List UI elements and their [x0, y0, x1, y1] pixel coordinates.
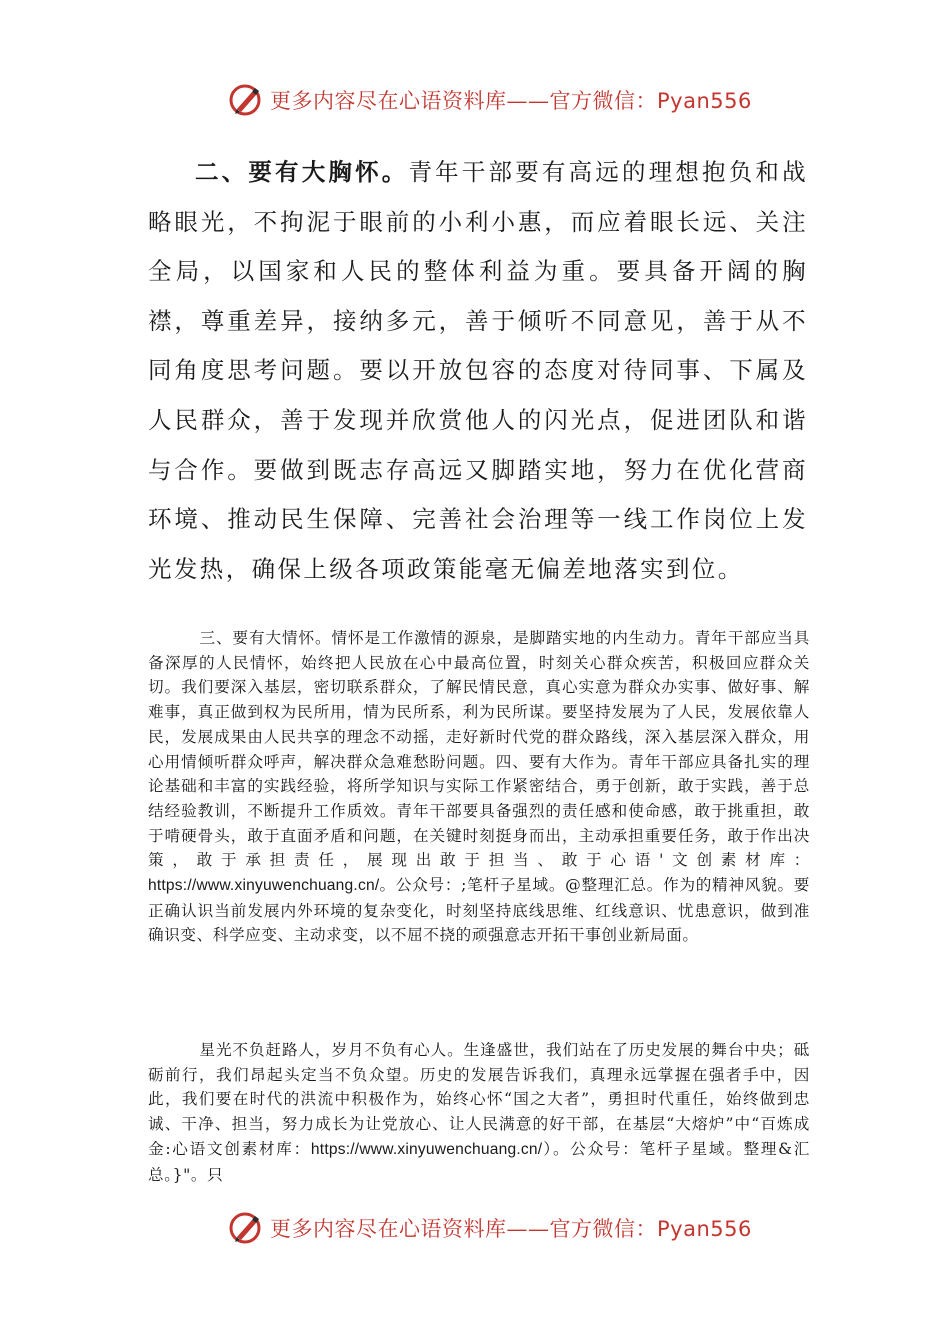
banner-separator: —— — [506, 1217, 550, 1241]
section-two — [148, 148, 808, 594]
section-four-text-2: ）。公众号：笔杆子星域。整理&汇总。}"。只 — [148, 1139, 810, 1184]
pen-logo-icon — [228, 82, 264, 118]
section-four-text-1: 星光不负赶路人，岁月不负有心人。生逢盛世，我们站在了历史发展的舞台中央；砥砺前行，我们昂起头定当不负众望。历史的发展告诉我们，真理永远掌握在强者手中，因此，我们要在时代的洪流中积极作为，始终心怀“国之大者”，勇担时代重任，始终做到忠诚、干净、担当，努力成长为让党放心、让人民满意的好干部，在基层“大熔炉”中“百炼成金:心语文创素材库： — [148, 1041, 810, 1158]
banner-separator: —— — [506, 89, 550, 113]
footer-banner — [228, 1208, 752, 1248]
section-three — [148, 626, 810, 948]
section-three-text-1: 三、要有大情怀。情怀是工作激情的源泉，是脚踏实地的内生动力。青年干部应当具备深厚的人民情怀，始终把人民放在心中最高位置，时刻关心群众疾苦，积极回应群众关切。我们要深入基层，密切联系群众，了解民情民意，真心实意为群众办实事、做好事、解难事，真正做到权为民所用，情为民所系，利为民所谋。要坚持发展为了人民，发展依靠人民，发展成果由人民共享的理念不动摇，走好新时代党的群众路线，深入基层深入群众，用心用情倾听群众呼声，解决群众急难愁盼问题。四、要有大作为。青年干部应具备扎实的理论基础和丰富的实践经验，将所学知识与实际工作紧密结合，勇于创新，敢于实践，善于总结经验教训，不断提升工作质效。青年干部要具备强烈的责任感和使命感，敢于挑重担，敢于啃硬骨头，敢于直面矛盾和问题，在关键时刻挺身而出，主动承担重要任务，敢于作出决策，敢于承担责任，展现出敢于担当、敢于心语'文创素材库： — [148, 629, 810, 870]
section-three-url: https://www.xinyuwenchuang.cn/ — [148, 877, 380, 895]
section-two-heading: 二、要有大胸怀。 — [195, 158, 409, 186]
banner-wechat-id: Pyan556 — [657, 89, 752, 113]
banner-title: 更多内容尽在心语资料库 — [270, 89, 507, 113]
pen-logo-icon — [228, 1210, 264, 1246]
section-two-paragraph — [148, 148, 808, 594]
banner-text — [270, 1213, 752, 1243]
banner-label: 官方微信： — [549, 1217, 657, 1241]
section-two-body: 青年干部要有高远的理想抱负和战略眼光，不拘泥于眼前的小利小惠，而应着眼长远、关注全局，以国家和人民的整体利益为重。要具备开阔的胸襟，尊重差异，接纳多元，善于倾听不同意见，善于从不同角度思考问题。要以开放包容的态度对待同事、下属及人民群众，善于发现并欣赏他人的闪光点，促进团队和谐与合作。要做到既志存高远又脚踏实地，努力在优化营商环境、推动民生保障、完善社会治理等一线工作岗位上发光发热，确保上级各项政策能毫无偏差地落实到位。 — [148, 158, 809, 583]
section-three-text-2: 。公众号：;笔杆子星域。@整理汇总。作为的精神风貌。要正确认识当前发展内外环境的复杂变化，时刻坚持底线思维、红线意识、忧患意识，做到准确识变、科学应变、主动求变，以不屈不挠的顽强意志开拓干事创业新局面。 — [148, 876, 810, 945]
section-three-paragraph — [148, 626, 810, 948]
banner-title: 更多内容尽在心语资料库 — [270, 1217, 507, 1241]
section-four-paragraph — [148, 1038, 810, 1187]
banner-text — [270, 85, 752, 115]
section-four-url: https://www.xinyuwenchuang.cn/ — [310, 1140, 543, 1158]
section-four — [148, 1038, 810, 1187]
header-banner — [228, 80, 752, 120]
banner-label: 官方微信： — [549, 89, 657, 113]
banner-wechat-id: Pyan556 — [657, 1217, 752, 1241]
